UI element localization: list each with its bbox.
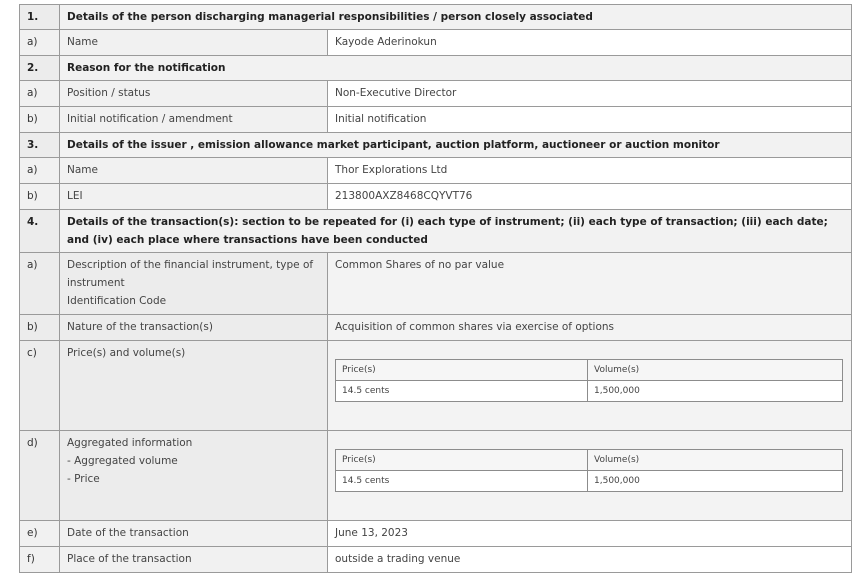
table-row xyxy=(20,341,852,431)
label-line: Description of the financial instrument, type of xyxy=(67,259,314,271)
aggregated-table xyxy=(335,449,843,492)
table-row xyxy=(20,107,852,133)
volume-cell: 1,500,000 xyxy=(588,381,843,402)
section-title: Details of the issuer , emission allowance market participant, auction platform, auctioneer or auction monitor xyxy=(60,133,852,158)
table-row xyxy=(20,547,852,573)
price-cell: 14.5 cents xyxy=(336,471,588,492)
row-value: Initial notification xyxy=(328,107,852,133)
table-row xyxy=(20,30,852,56)
section-header-3 xyxy=(20,133,852,158)
section-header-1 xyxy=(20,5,852,30)
table-row xyxy=(20,184,852,210)
column-header-price: Price(s) xyxy=(336,360,588,381)
table-row xyxy=(20,158,852,184)
row-index: a) xyxy=(20,81,60,107)
row-label: Date of the transaction xyxy=(60,521,328,547)
section-number: 4. xyxy=(20,210,60,253)
table-row xyxy=(20,431,852,521)
table-header-row xyxy=(336,450,843,471)
row-index: e) xyxy=(20,521,60,547)
price-cell: 14.5 cents xyxy=(336,381,588,402)
row-label: LEI xyxy=(60,184,328,210)
table-header-row xyxy=(336,360,843,381)
row-index: b) xyxy=(20,107,60,133)
aggregated-cell xyxy=(328,431,852,521)
row-label: Position / status xyxy=(60,81,328,107)
volume-cell: 1,500,000 xyxy=(588,471,843,492)
row-index: b) xyxy=(20,315,60,341)
row-index: a) xyxy=(20,253,60,315)
row-value: June 13, 2023 xyxy=(328,521,852,547)
row-index: d) xyxy=(20,431,60,521)
section-number: 3. xyxy=(20,133,60,158)
table-row xyxy=(20,521,852,547)
row-index: c) xyxy=(20,341,60,431)
row-label: Initial notification / amendment xyxy=(60,107,328,133)
row-index: a) xyxy=(20,158,60,184)
section-header-4 xyxy=(20,210,852,253)
row-label: Name xyxy=(60,158,328,184)
section-number: 2. xyxy=(20,56,60,81)
row-value: 213800AXZ8468CQYVT76 xyxy=(328,184,852,210)
label-line: - Aggregated volume xyxy=(67,455,178,467)
row-index: f) xyxy=(20,547,60,573)
row-value: Acquisition of common shares via exercise of options xyxy=(328,315,852,341)
price-volume-cell xyxy=(328,341,852,431)
row-label: Price(s) and volume(s) xyxy=(60,341,328,431)
section-title: Reason for the notification xyxy=(60,56,852,81)
row-value: Non-Executive Director xyxy=(328,81,852,107)
section-number: 1. xyxy=(20,5,60,30)
row-label: Place of the transaction xyxy=(60,547,328,573)
label-line: instrument xyxy=(67,277,125,289)
section-title: Details of the transaction(s): section to be repeated for (i) each type of instrument; (ii) each type of transaction; (iii) each date; and (iv) each place where transactions have been conducted xyxy=(60,210,852,253)
row-label xyxy=(60,253,328,315)
price-volume-table xyxy=(335,359,843,402)
column-header-volume: Volume(s) xyxy=(588,450,843,471)
table-row xyxy=(20,253,852,315)
row-value: outside a trading venue xyxy=(328,547,852,573)
table-row xyxy=(336,471,843,492)
column-header-volume: Volume(s) xyxy=(588,360,843,381)
row-label: Name xyxy=(60,30,328,56)
row-value: Common Shares of no par value xyxy=(328,253,852,315)
section-header-2 xyxy=(20,56,852,81)
column-header-price: Price(s) xyxy=(336,450,588,471)
label-line: Identification Code xyxy=(67,295,167,307)
row-value: Kayode Aderinokun xyxy=(328,30,852,56)
section-title: Details of the person discharging managerial responsibilities / person closely associated xyxy=(60,5,852,30)
label-line: Aggregated information xyxy=(67,437,193,449)
row-label: Nature of the transaction(s) xyxy=(60,315,328,341)
table-row xyxy=(20,315,852,341)
pdmr-notification-table xyxy=(19,4,852,573)
label-line: - Price xyxy=(67,473,100,485)
row-index: b) xyxy=(20,184,60,210)
row-value: Thor Explorations Ltd xyxy=(328,158,852,184)
table-row xyxy=(20,81,852,107)
row-index: a) xyxy=(20,30,60,56)
table-row xyxy=(336,381,843,402)
row-label xyxy=(60,431,328,521)
